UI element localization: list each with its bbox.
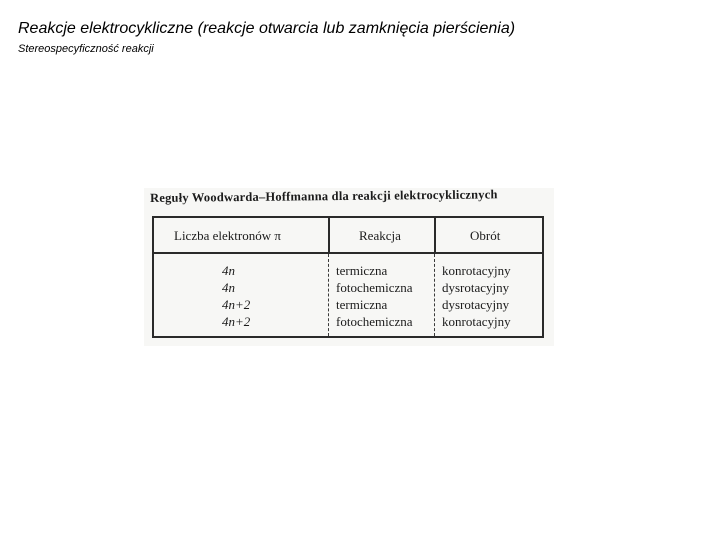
- slide-subtitle: Stereospecyficzność reakcji: [18, 43, 154, 55]
- table-cell-rotation: konrotacyjny: [442, 263, 511, 278]
- table-cell-rotation: dysrotacyjny: [442, 280, 510, 295]
- table-cell-reaction: fotochemiczna: [336, 280, 413, 295]
- table-left-border: [152, 216, 154, 337]
- table-header-rule: [152, 252, 544, 254]
- electron-count-column: [222, 262, 262, 330]
- table-cell-reaction: termiczna: [336, 297, 388, 312]
- slide-title: Reakcje elektrocykliczne (reakcje otwarcia lub zamknięcia pierścienia): [18, 20, 516, 37]
- table-right-border: [542, 216, 544, 337]
- header-reaction: Reakcja: [359, 228, 401, 243]
- table-cell-count: 4n+2: [222, 297, 251, 312]
- table-cell-count: 4n: [222, 263, 235, 278]
- table-cell-reaction: termiczna: [336, 263, 388, 278]
- header-electron-count: Liczba elektronów π: [174, 228, 281, 243]
- table-cell-count: 4n: [222, 280, 235, 295]
- header-rotation: Obrót: [470, 228, 501, 243]
- header-divider-2: [434, 216, 436, 252]
- scanned-table-image: [144, 188, 554, 346]
- body-divider-1: [328, 254, 329, 336]
- rotation-column: [442, 262, 511, 330]
- table-caption: Reguły Woodwarda–Hoffmanna dla reakcji elektrocyklicznych: [150, 187, 498, 205]
- table-cell-rotation: konrotacyjny: [442, 314, 511, 329]
- reaction-column: [336, 262, 413, 330]
- table-top-rule: [152, 216, 544, 218]
- table-cell-reaction: fotochemiczna: [336, 314, 413, 329]
- table-cell-count: 4n+2: [222, 314, 251, 329]
- body-divider-2: [434, 254, 435, 336]
- table-bottom-rule: [152, 336, 544, 338]
- header-divider-1: [328, 216, 330, 252]
- table-cell-rotation: dysrotacyjny: [442, 297, 510, 312]
